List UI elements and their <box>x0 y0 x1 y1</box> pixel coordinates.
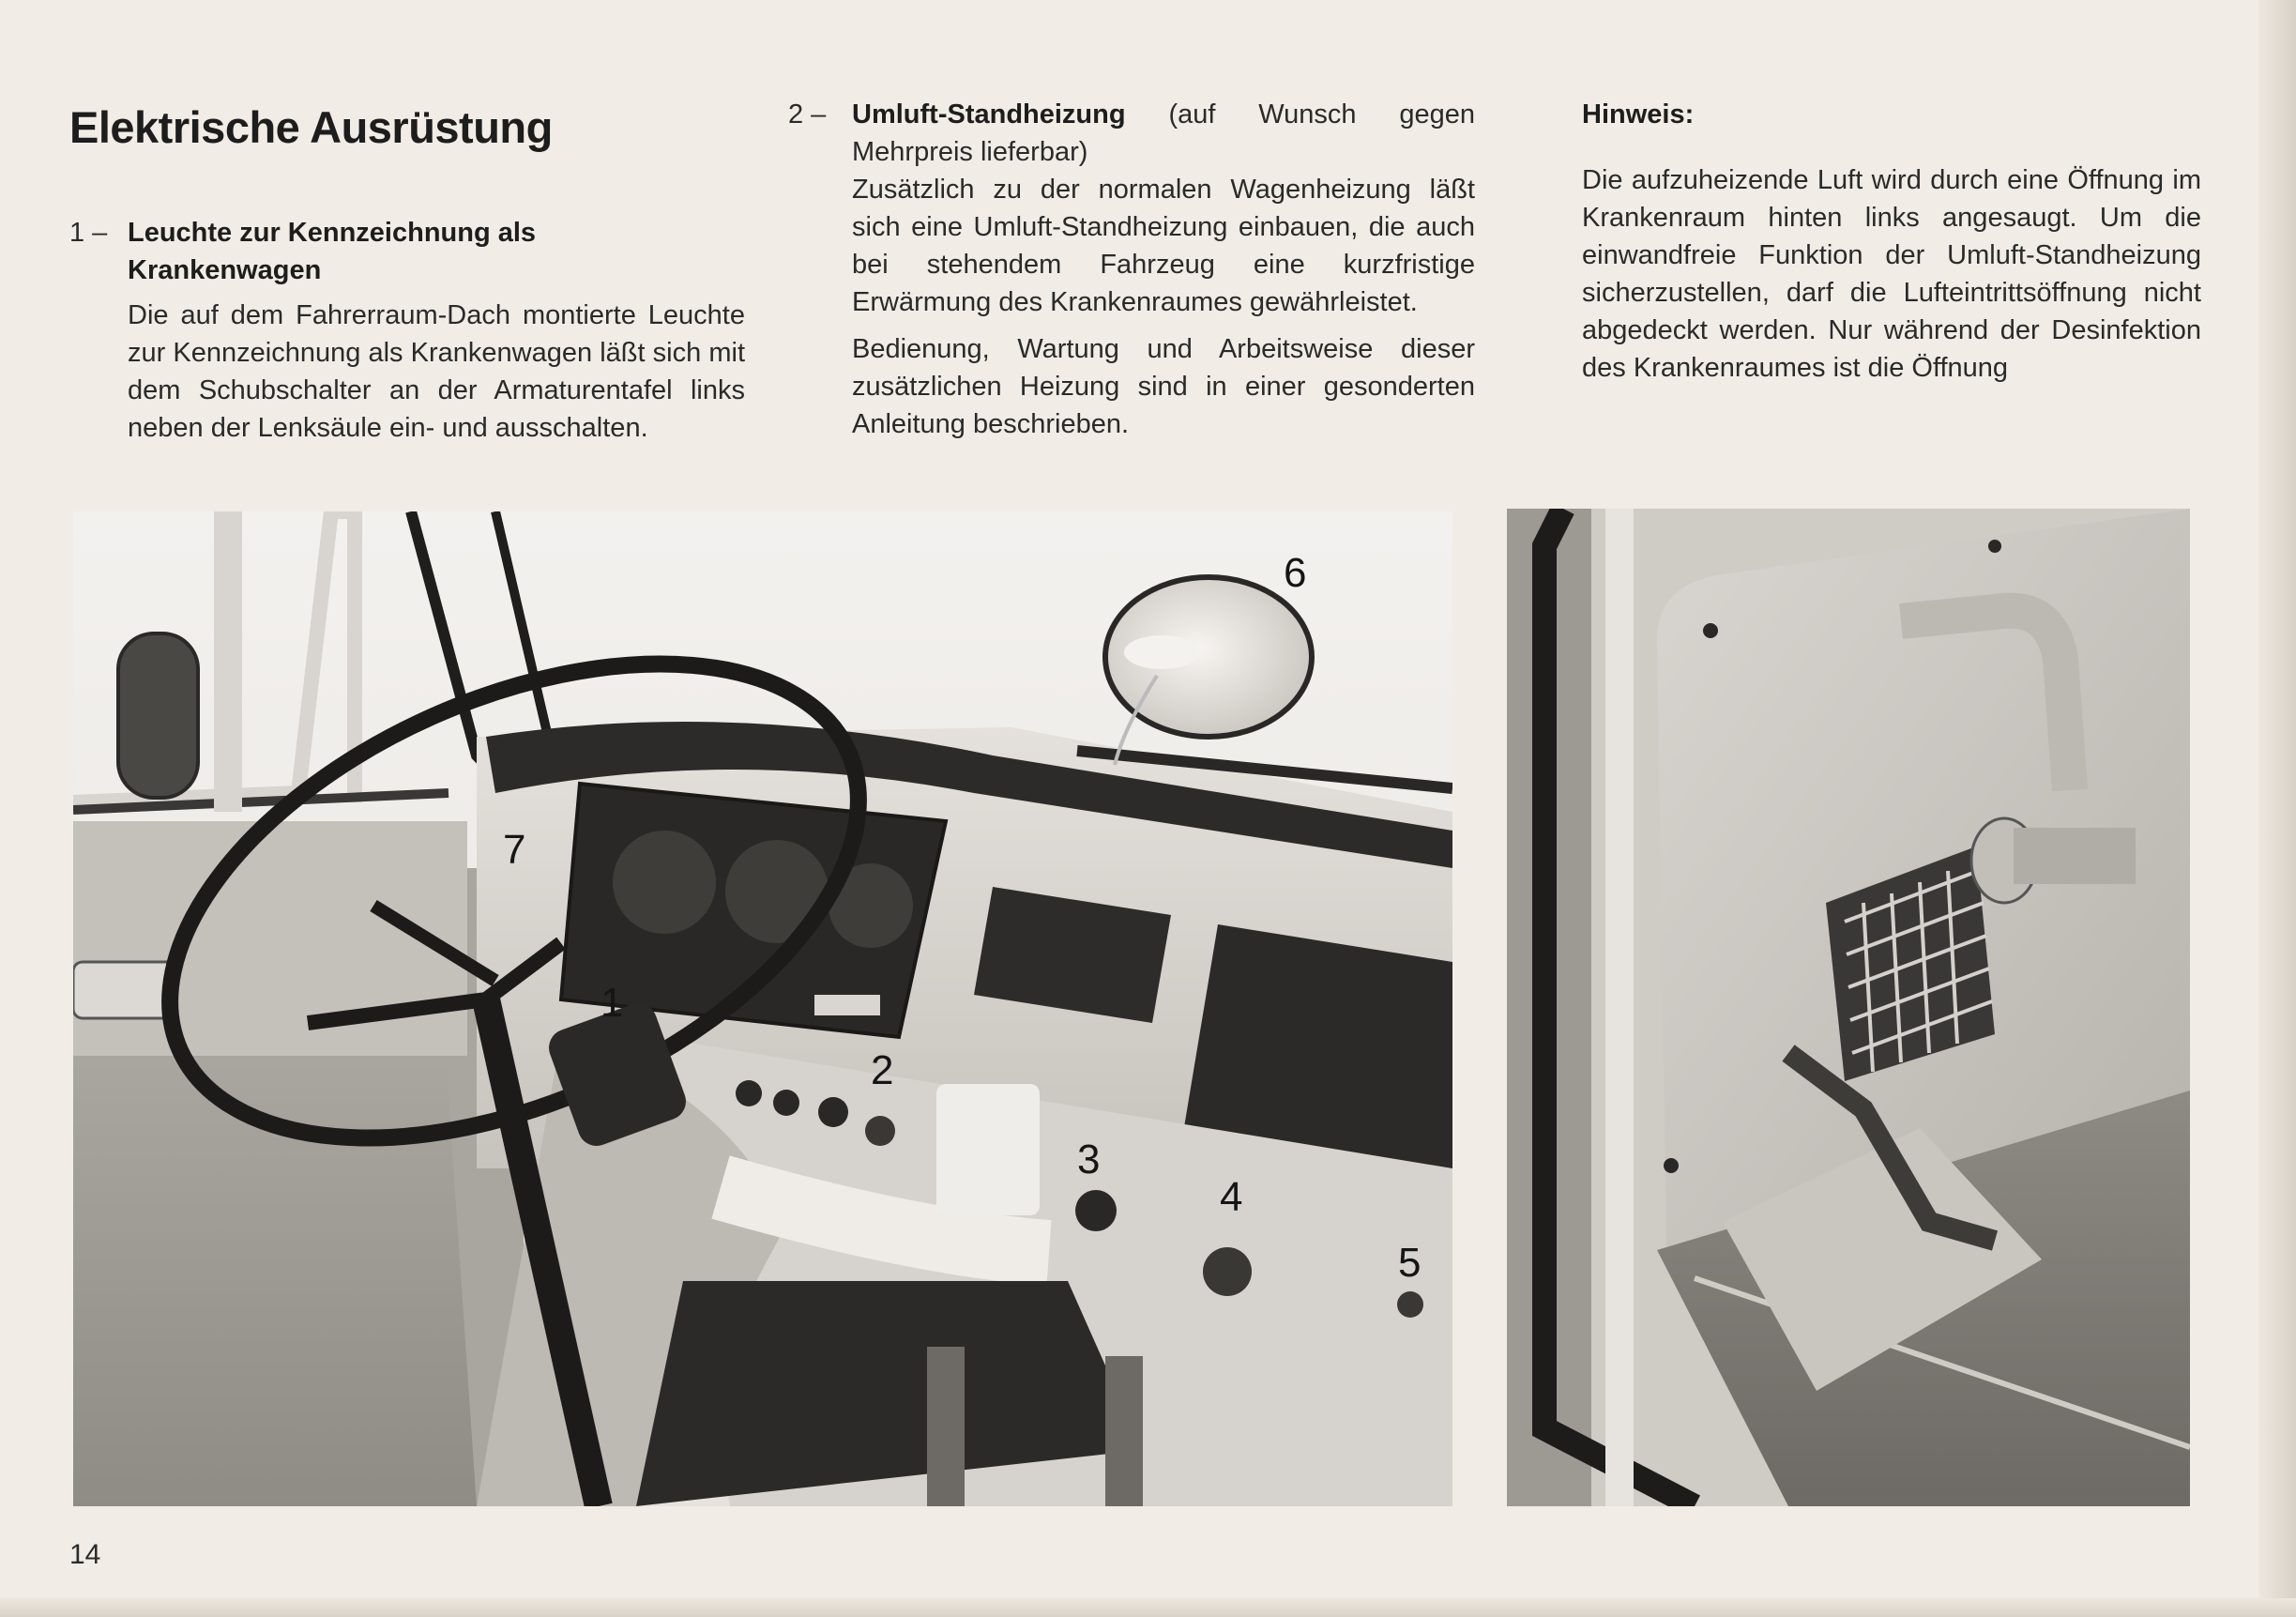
item-2-number: 2 – <box>788 99 827 130</box>
callout-4: 4 <box>1220 1174 1243 1220</box>
dashboard-illustration <box>73 511 1452 1506</box>
page-edge <box>2258 0 2296 1617</box>
callout-6: 6 <box>1284 550 1307 596</box>
callout-1: 1 <box>601 980 624 1026</box>
callout-2: 2 <box>871 1047 894 1093</box>
item-2-paragraph-1: Zusätzlich zu der normalen Wagenheizung läßt sich eine Umluft-Standheizung einbauen, die auch bei stehendem Fahrzeug eine kurzfristige Erwärmung des Krankenraumes gewährleistet. <box>852 175 1475 317</box>
heater-intake-illustration <box>1507 509 2190 1506</box>
callout-5: 5 <box>1398 1240 1422 1286</box>
callout-3: 3 <box>1077 1136 1101 1182</box>
item-2-paragraph-2: Bedienung, Wartung und Arbeitsweise dieser zusätzlichen Heizung sind in einer gesonderten Anleitung beschrieben. <box>852 334 1475 439</box>
page-bottom-edge <box>0 1598 2296 1617</box>
page-number: 14 <box>69 1539 101 1570</box>
heater-intake-photo <box>1507 509 2190 1506</box>
item-1-title-line2: Krankenwagen <box>128 255 322 285</box>
item-1-title-line1: Leuchte zur Kennzeichnung als <box>128 218 537 248</box>
item-2-title: Umluft-Standheizung <box>852 99 1126 130</box>
item-1-number: 1 – <box>69 218 108 248</box>
hint-text: Die aufzuheizende Luft wird durch eine Öffnung im Krankenraum hinten links angesaugt. Um die einwandfreie Funktion der Umluft-Standheizung sicherzustellen, darf die Lufteintrittsöffnung nicht abgedeckt werden. Nur während der Desinfektion des Krankenraumes ist die Öffnung <box>1582 165 2201 383</box>
hint-block <box>1582 96 2201 396</box>
item-1-text: Die auf dem Fahrerraum-Dach montierte Leuchte zur Kennzeichnung als Krankenwagen läßt sich mit dem Schubschalter an der Armaturentafel links neben der Lenksäule ein- und ausschalten. <box>128 300 745 443</box>
item-1-block <box>69 214 745 456</box>
item-2-title-note: (auf Wunsch gegen Mehrpreis lieferbar) <box>852 99 1475 167</box>
section-heading: Elektrische Ausrüstung <box>69 102 553 152</box>
hint-label: Hinweis: <box>1582 99 1695 130</box>
callout-7: 7 <box>503 827 526 873</box>
dashboard-photo <box>73 511 1452 1506</box>
item-2-block <box>788 96 1475 452</box>
